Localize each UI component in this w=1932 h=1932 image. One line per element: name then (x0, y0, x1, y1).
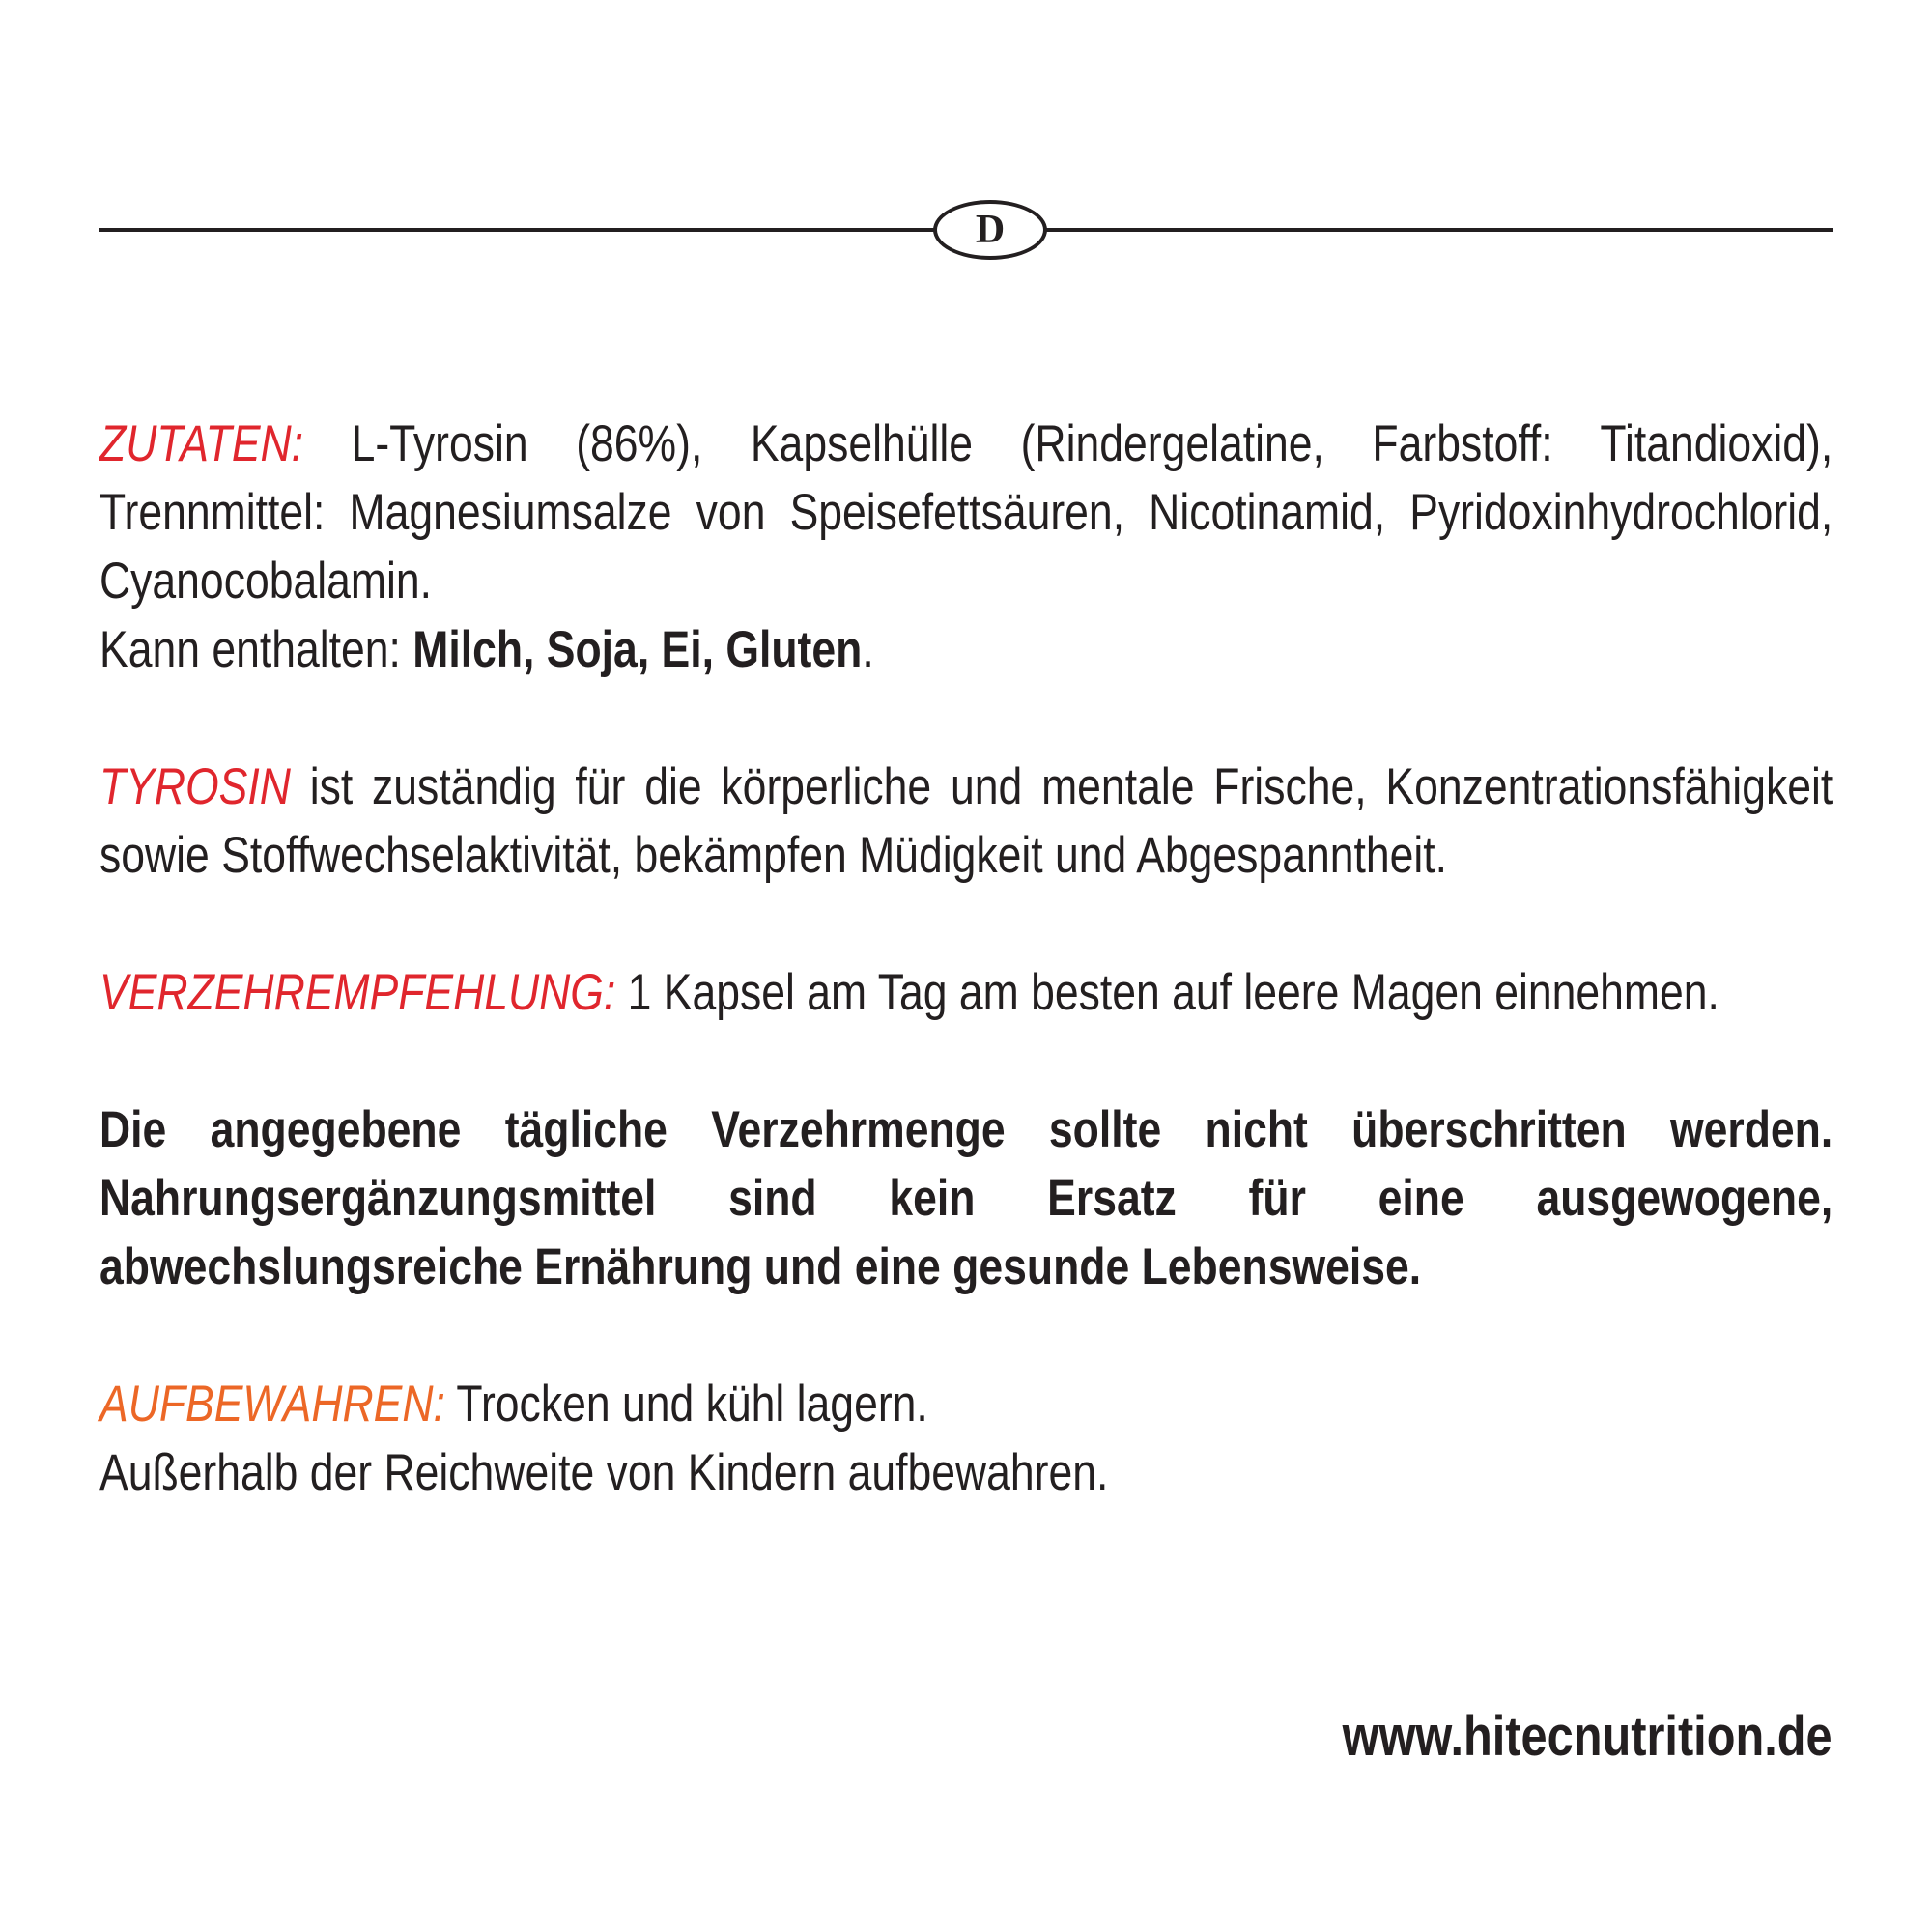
ingredients-paragraph (99, 410, 1833, 615)
recommendation-paragraph (99, 958, 1833, 1027)
ingredients-label: ZUTATEN: (99, 415, 304, 472)
recommendation-text: 1 Kapsel am Tag am besten auf leere Magen einnehmen. (615, 964, 1719, 1021)
storage-text: Trocken und kühl lagern. (444, 1376, 928, 1433)
label-content (99, 410, 1833, 1507)
storage-label: AUFBEWAHREN: (99, 1376, 445, 1433)
may-contain-line (99, 615, 1833, 684)
tyrosine-label: TYROSIN (99, 758, 291, 815)
allergens-list: Milch, Soja, Ei, Gluten (412, 621, 863, 678)
may-contain-suffix: . (862, 621, 874, 678)
may-contain-prefix: Kann enthalten: (99, 621, 413, 678)
warning-paragraph: Die angegebene tägliche Verzehrmenge sollte nicht überschritten werden. Nahrungsergänzungsmittel sind kein Ersatz für eine ausgewogene, abwechslungsreiche Ernährung und eine gesunde Lebensweise. (99, 1101, 1833, 1295)
ingredients-text: L-Tyrosin (86%), Kapselhülle (Rindergelatine, Farbstoff: Titandioxid), Trennmittel: Magnesiumsalze von Speisefettsäuren, Nicotinamid, Pyridoxinhydrochlorid, Cyanocobalamin. (99, 415, 1833, 610)
tyrosine-paragraph (99, 753, 1833, 890)
tyrosine-text: ist zuständig für die körperliche und mentale Frische, Konzentrationsfähigkeit sowie Stoffwechselaktivität, bekämpfen Müdigkeit und Abgespanntheit. (99, 758, 1833, 884)
recommendation-label: VERZEHREMPFEHLUNG: (99, 964, 616, 1021)
website-url: www.hitecnutrition.de (1342, 1705, 1833, 1768)
children-note: Außerhalb der Reichweite von Kindern aufbewahren. (99, 1444, 1109, 1501)
language-badge: D (933, 200, 1047, 260)
storage-paragraph (99, 1370, 1833, 1438)
